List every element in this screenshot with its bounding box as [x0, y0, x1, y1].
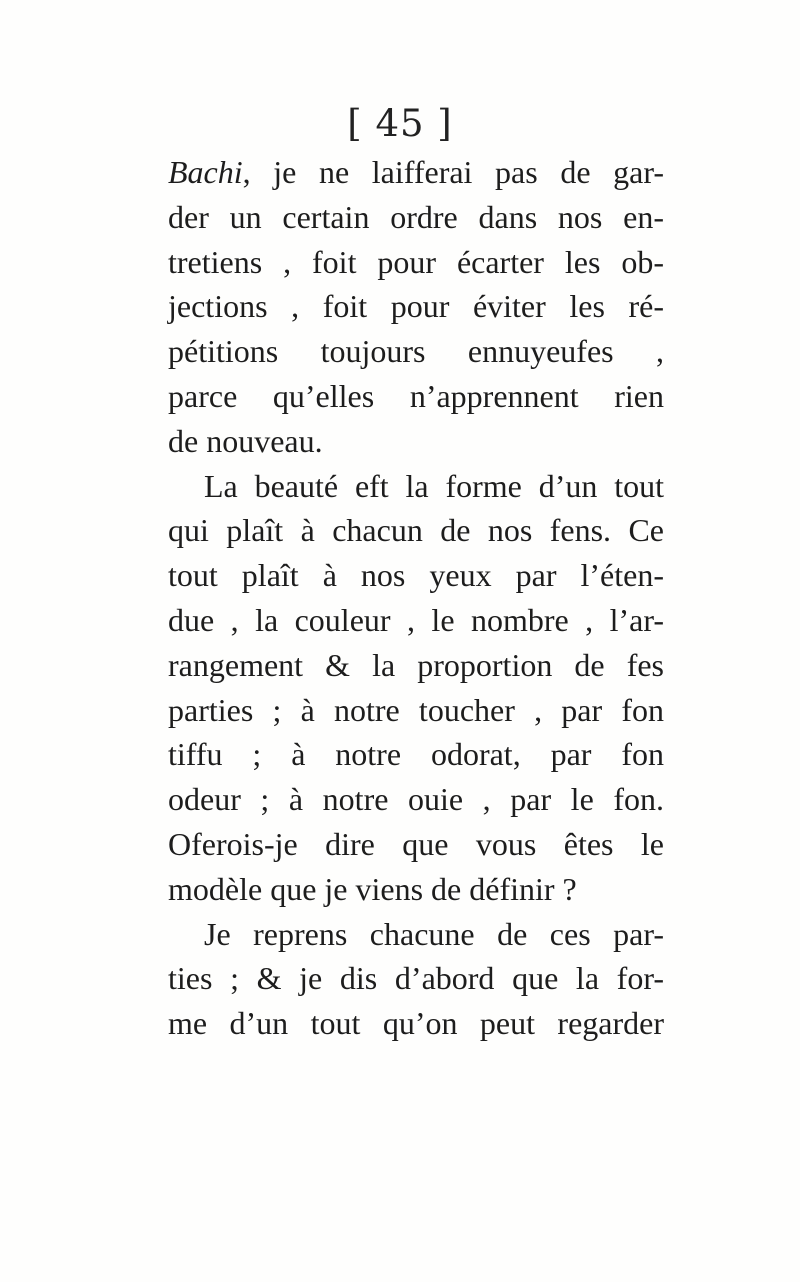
text-line: modèle que je viens de définir ? — [168, 870, 577, 907]
text-line: tout plaît à nos yeux par l’éten- — [168, 557, 664, 594]
text-line: me d’un tout qu’on peut regarder — [168, 1005, 664, 1042]
text-line: parties ; à notre toucher , par fon — [168, 691, 664, 728]
italic-word: Bachi — [168, 154, 243, 190]
line-text: , je ne laifferai pas de gar- — [242, 154, 664, 190]
text-line: de nouveau. — [168, 422, 323, 459]
text-line — [168, 150, 664, 195]
text-line: odeur ; à notre ouie , par le fon. — [168, 781, 664, 818]
text-line: rangement & la proportion de fes — [168, 646, 664, 683]
text-line: due , la couleur , le nombre , l’ar- — [168, 601, 664, 638]
text-line: pétitions toujours ennuyeufes , — [168, 333, 664, 370]
body-text — [168, 150, 664, 1046]
text-line: Oferois-je dire que vous êtes le — [168, 825, 664, 862]
page-number: [ 45 ] — [347, 102, 453, 145]
text-line: tiffu ; à notre odorat, par fon — [168, 736, 664, 773]
text-line: der un certain ordre dans nos en- — [168, 198, 664, 235]
text-line: qui plaît à chacun de nos fens. Ce — [168, 512, 664, 549]
text-line: jections , foit pour éviter les ré- — [168, 288, 664, 325]
text-line: La beauté eft la forme d’un tout — [204, 467, 664, 504]
text-line: tretiens , foit pour écarter les ob- — [168, 243, 664, 280]
text-line: parce qu’elles n’apprennent rien — [168, 377, 664, 414]
text-line: Je reprens chacune de ces par- — [204, 915, 664, 952]
text-line: ties ; & je dis d’abord que la for- — [168, 960, 664, 997]
